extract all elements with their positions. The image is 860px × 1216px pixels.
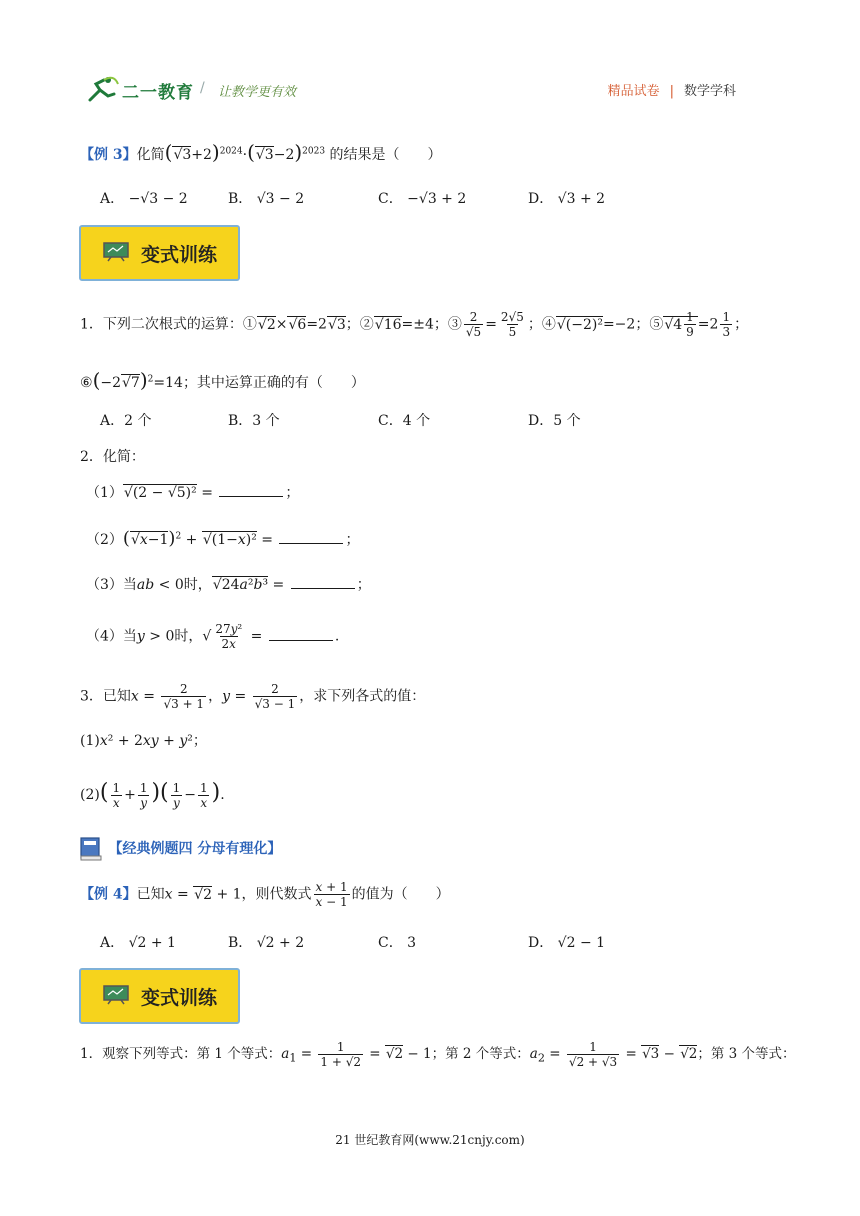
q2-lead: 化简： — [102, 449, 145, 465]
header-subject — [608, 80, 736, 99]
header-label-subject: 数学学科 — [683, 84, 736, 99]
banner-label: 变式训练 — [141, 244, 218, 266]
q4-lead: 观察下列等式：第 1 个等式： — [102, 1046, 282, 1062]
q1-line1: 1．下列二次根式的运算：①√2×√6=2√3；②√16=±4；③ $\frac{2}{√5}$ = $\frac{2√5}{5}$ ；④√(−2)²=−2；⑤√4 $\frac{1}{9}$ =2 $\frac{1}{3}$ ； — [80, 310, 749, 339]
example-4-option-d[interactable]: D． √2 − 1 — [528, 935, 606, 951]
option-letter: C． — [378, 935, 403, 951]
brand-name: 二一教育 — [122, 83, 194, 103]
example-4-option-b[interactable]: B． √2 + 2 — [228, 935, 305, 951]
q1-lead: 下列二次根式的运算： — [102, 316, 243, 333]
q4-mid: ；第 2 个等式： — [431, 1046, 530, 1062]
section-4-title: 【经典例题四 分母有理化】 — [108, 841, 282, 857]
section-4-heading — [78, 836, 281, 862]
example-3-tag: 【例 3】 — [80, 147, 137, 163]
book-icon — [78, 836, 104, 862]
q1-tail: ；其中运算正确的有（ ） — [182, 375, 365, 391]
q3-lead: 已知 — [102, 688, 131, 705]
example-4-tail: 的值为（ ） — [351, 886, 450, 903]
variant-training-banner-2 — [79, 968, 240, 1024]
example-3-question: 【例 3】化简$(√3+2)^{2024}\cdot(√3-2)^{2023}$ 的结果是（ ） — [80, 140, 442, 164]
part-number: （4）当 — [86, 628, 137, 645]
q2-part4: （4）当y > 0时，√ $\frac{\text{27y²}}{2x}$ = . — [86, 622, 340, 651]
exponent-2024: 2024 — [219, 146, 243, 157]
option-letter: A． — [100, 935, 125, 951]
q1-option-b[interactable]: B．3 个 — [228, 413, 280, 429]
answer-blank[interactable] — [219, 484, 283, 497]
variant-training-banner — [79, 225, 240, 281]
example-3-option-d[interactable]: D． √3 + 2 — [528, 191, 606, 207]
example-4-mid: ，则代数式 — [241, 886, 312, 903]
q3-question: 3．已知x = $\frac{2}{√3 + 1}$ ，y = $\frac{2}{√3 - 1}$ ，求下列各式的值： — [80, 682, 426, 711]
header-logo — [86, 74, 326, 108]
question-number: 3． — [80, 688, 103, 705]
blackboard-icon — [103, 985, 129, 1005]
runner-logo-icon — [86, 74, 120, 106]
example-3-tail: 的结果是（ ） — [329, 147, 442, 163]
answer-blank[interactable] — [269, 628, 333, 641]
header-label-quality: 精品试卷 — [607, 84, 660, 99]
option-letter: D． — [528, 935, 554, 951]
q2-part3: （3）当ab < 0时，√24a²b³ = ； — [86, 577, 371, 593]
blackboard-icon — [103, 242, 129, 262]
q3-sub2: (2)( $\frac{1}{x}$ + $\frac{1}{y}$ )( $\frac{1}{y}$ − $\frac{1}{x}$ ). — [80, 780, 225, 810]
example-4-option-c[interactable]: C． 3 — [378, 935, 417, 951]
part-number: （1） — [86, 485, 123, 501]
part-number: (1) — [80, 733, 100, 749]
example-3-option-c[interactable]: C． −√3 + 2 — [378, 191, 467, 207]
example-3-option-b[interactable]: B． √3 − 2 — [228, 191, 305, 207]
part-number: （3）当 — [86, 577, 137, 593]
question-number: 2． — [80, 449, 103, 465]
example-4-question: 【例 4】已知x = √2 + 1，则代数式 $\frac{x + 1}{x - 1}$ 的值为（ ） — [80, 880, 450, 909]
part-number: （2） — [86, 532, 123, 548]
q3-tail: ，求下列各式的值： — [299, 688, 426, 705]
condition-text: 时， — [183, 577, 212, 593]
q2-part1: （1）√(2 − √5)² = ； — [86, 485, 300, 501]
example-4-option-a[interactable]: A． √2 + 1 — [100, 935, 176, 951]
brand-slogan: 让教学更有效 — [218, 85, 297, 100]
example-4-lead: 已知 — [136, 886, 165, 903]
answer-blank[interactable] — [279, 531, 343, 544]
answer-blank[interactable] — [291, 576, 355, 589]
option-letter: B． — [228, 191, 253, 207]
option-letter: B． — [228, 935, 253, 951]
condition-text: 时， — [174, 628, 203, 645]
exponent-2023: 2023 — [302, 146, 326, 157]
example-3-lead: 化简 — [136, 147, 165, 163]
q1-option-a[interactable]: A．2 个 — [100, 413, 152, 429]
example-4-tag: 【例 4】 — [80, 886, 137, 903]
question-number: 1． — [80, 1046, 103, 1062]
header-separator: | — [669, 84, 674, 99]
q4-line1: 1．观察下列等式：第 1 个等式：$a_1$ = $\frac{1}{1 + √2}$ = √2 − 1；第 2 个等式：$a_2$ = $\frac{1}{√2 + √3}$ = √3 − √2；第 3 个等式： — [80, 1040, 796, 1069]
header-slash: / — [200, 80, 205, 96]
q2-part2: $(2)(√x-1)^2 + √(1-x)^2$ = ； — [86, 528, 360, 549]
question-number: 1． — [80, 316, 103, 333]
option-letter: C． — [378, 191, 403, 207]
q2-heading — [80, 446, 145, 466]
part-number: (2) — [80, 787, 100, 803]
q1-option-c[interactable]: C．4 个 — [378, 413, 431, 429]
q3-sub1: (1)x² + 2xy + y²； — [80, 733, 207, 749]
option-letter: A． — [100, 191, 125, 207]
option-letter: D． — [528, 191, 554, 207]
footer-credit: 21 世纪教育网(www.21cnjy.com) — [335, 1133, 525, 1147]
example-3-option-a[interactable]: A． −√3 − 2 — [100, 191, 188, 207]
q1-line2: $⑥(-2√7)^2=14$；其中运算正确的有（ ） — [80, 368, 365, 392]
banner-label: 变式训练 — [141, 987, 218, 1009]
q4-tail: ；第 3 个等式： — [697, 1046, 796, 1062]
q1-option-d[interactable]: D．5 个 — [528, 413, 581, 429]
